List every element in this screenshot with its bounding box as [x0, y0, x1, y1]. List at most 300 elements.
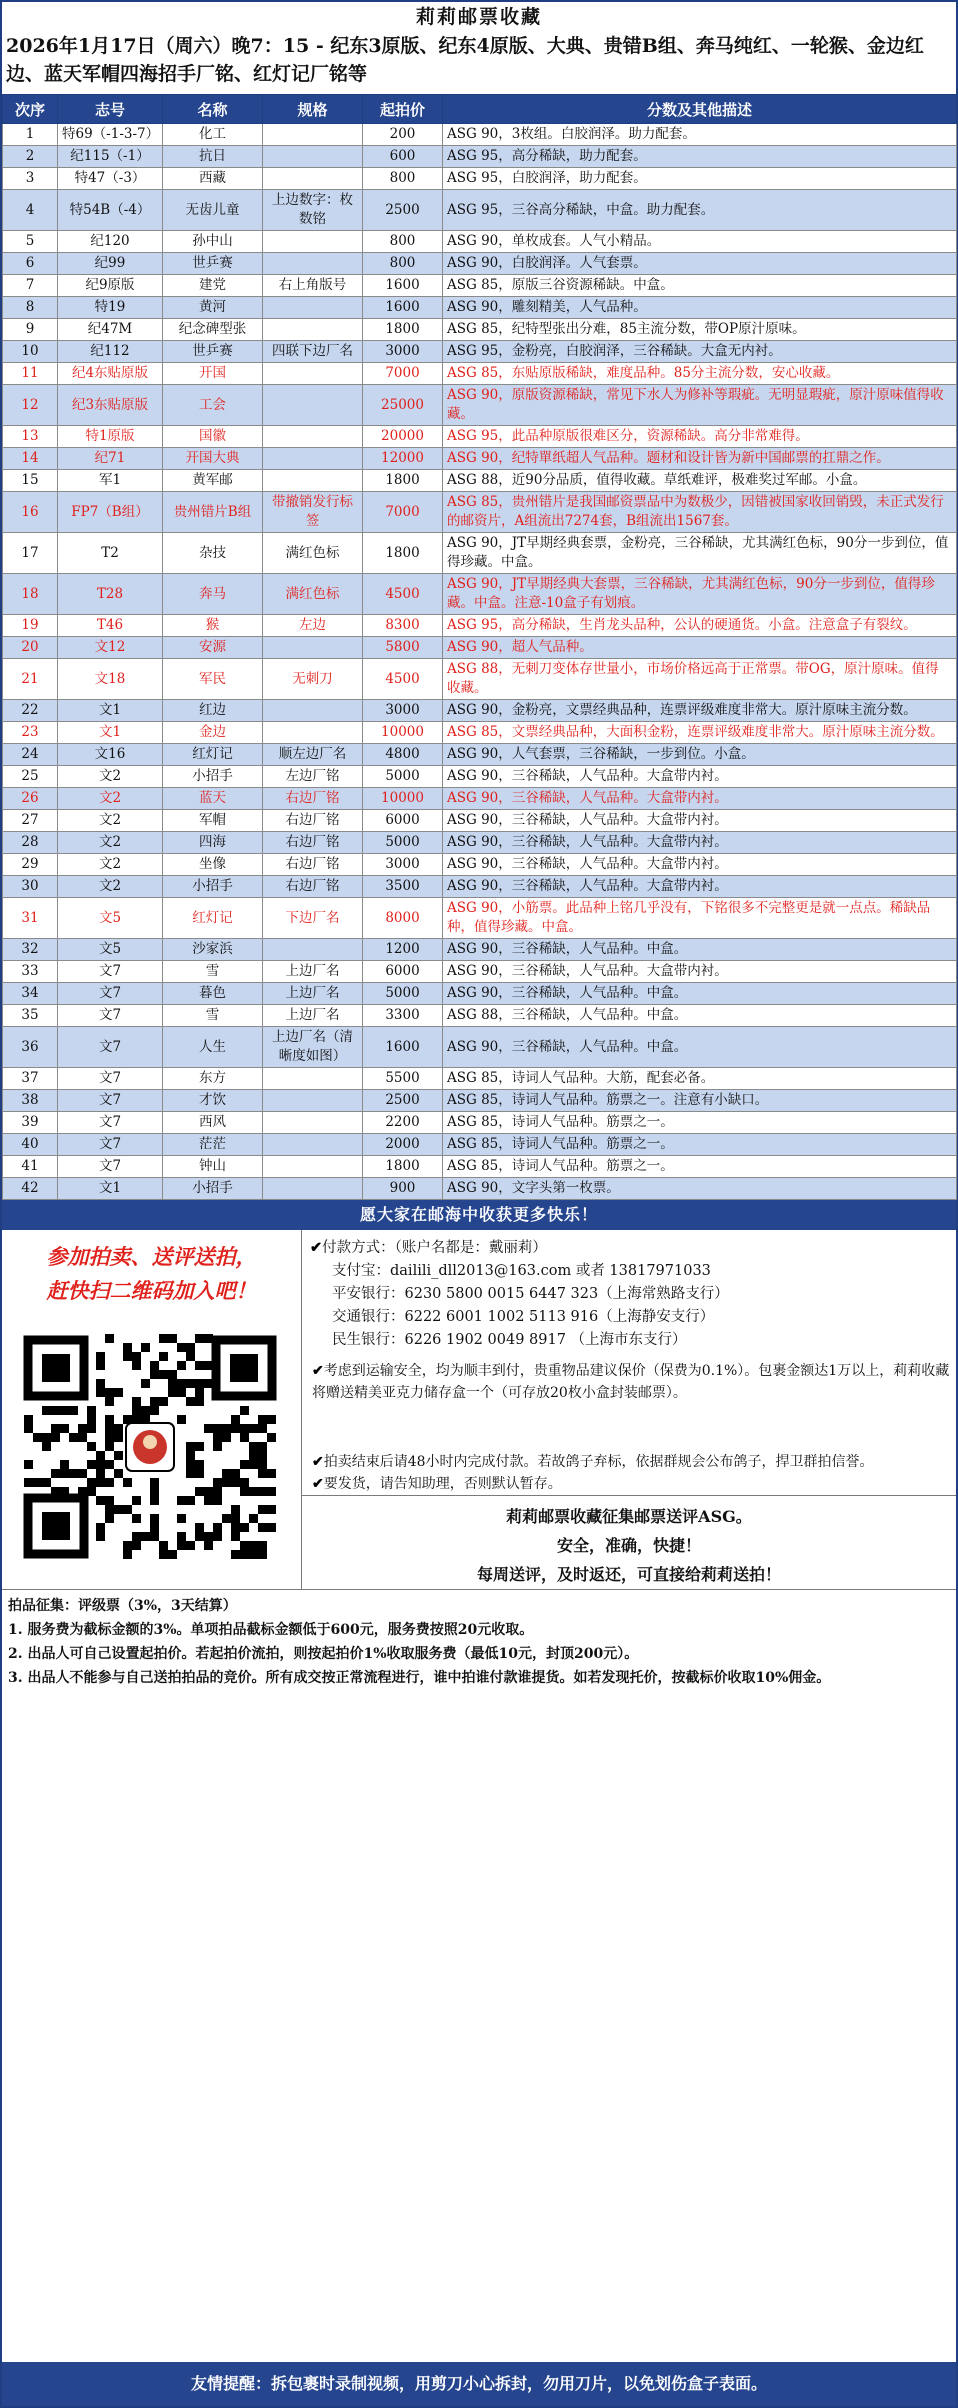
lot-table-body [3, 124, 957, 1200]
lot-name: 小招手 [163, 1178, 263, 1200]
lot-spec [263, 124, 363, 146]
lot-start-price: 1800 [363, 319, 443, 341]
check-icon: ✔ [312, 1454, 324, 1470]
lot-description: ASG 95，高分稀缺，生肖龙头品种，公认的硬通货。小盒。注意盒子有裂纹。 [443, 615, 957, 637]
lot-description: ASG 95，白胶润泽，助力配套。 [443, 168, 957, 190]
lot-table [2, 94, 957, 1200]
lot-name: 小招手 [163, 876, 263, 898]
lot-code: 文1 [58, 1178, 163, 1200]
lot-name: 安源 [163, 637, 263, 659]
lot-number: 19 [3, 615, 58, 637]
lot-name: 茫茫 [163, 1134, 263, 1156]
lot-description: ASG 85，贵州错片是我国邮资票品中为数极少，因错被国家收回销毁，未正式发行的邮资片，A组流出7274套，B组流出1567套。 [443, 492, 957, 533]
lot-start-price: 4500 [363, 659, 443, 700]
lot-description: ASG 90，单枚成套。人气小精品。 [443, 231, 957, 253]
lot-description: ASG 95，此品种原版很难区分，资源稀缺。高分非常难得。 [443, 426, 957, 448]
shop-title: 莉莉邮票收藏 [415, 6, 542, 28]
lot-name: 杂技 [163, 533, 263, 574]
lot-number: 26 [3, 788, 58, 810]
lot-start-price: 800 [363, 253, 443, 275]
lot-description: ASG 90，三谷稀缺，人气品种。大盒带内衬。 [443, 854, 957, 876]
lot-code: 特47（-3） [58, 168, 163, 190]
lot-description: ASG 85，原版三谷资源稀缺。中盒。 [443, 275, 957, 297]
lot-name: 建党 [163, 275, 263, 297]
lot-description: ASG 90，白胶润泽。人气套票。 [443, 253, 957, 275]
lot-spec [263, 1178, 363, 1200]
lot-spec: 上边厂名 [263, 983, 363, 1005]
lot-description: ASG 85，诗词人气品种。筋票之一。 [443, 1156, 957, 1178]
lot-spec [263, 722, 363, 744]
lot-code: 纪3东贴原版 [58, 385, 163, 426]
payment-bank-minsheng: 民生银行：6226 1902 0049 8917 （上海市东支行） [332, 1332, 687, 1348]
lot-description: ASG 88，无刺刀变体存世量小，市场价格远高于正常票。带OG，原汁原味。值得收藏。 [443, 659, 957, 700]
payment-title: ✔付款方式：（账户名都是：戴丽莉） [310, 1239, 547, 1256]
lot-spec: 四联下边厂名 [263, 341, 363, 363]
lot-code: 特69（-1-3-7） [58, 124, 163, 146]
lot-spec: 右边厂铭 [263, 788, 363, 810]
lot-name: 猴 [163, 615, 263, 637]
lot-spec: 上边数字：枚数铭 [263, 190, 363, 231]
lot-number: 41 [3, 1156, 58, 1178]
lot-description: ASG 88，近90分品质，值得收藏。草纸难评，极难奖过军邮。小盒。 [443, 470, 957, 492]
lot-name: 钟山 [163, 1156, 263, 1178]
rules-title: 拍品征集：评级票（3%，3天结算） [8, 1598, 237, 1614]
lot-number: 12 [3, 385, 58, 426]
lot-spec: 左边厂铭 [263, 766, 363, 788]
lot-spec [263, 231, 363, 253]
lot-name: 红边 [163, 700, 263, 722]
table-row [3, 637, 957, 659]
lot-start-price: 5000 [363, 832, 443, 854]
lot-code: FP7（B组） [58, 492, 163, 533]
lot-code: 文7 [58, 1156, 163, 1178]
lot-spec [263, 1068, 363, 1090]
lot-number: 14 [3, 448, 58, 470]
table-row [3, 1027, 957, 1068]
lot-start-price: 1600 [363, 297, 443, 319]
table-row [3, 876, 957, 898]
table-row [3, 319, 957, 341]
lot-description: ASG 85，诗词人气品种。筋票之一。注意有小缺口。 [443, 1090, 957, 1112]
promo-text [2, 1240, 301, 1308]
lot-description: ASG 95，金粉亮，白胶润泽，三谷稀缺。大盒无内衬。 [443, 341, 957, 363]
lot-name: 奔马 [163, 574, 263, 615]
lot-start-price: 200 [363, 124, 443, 146]
lot-start-price: 6000 [363, 961, 443, 983]
lot-description: ASG 90，三谷稀缺，人气品种。大盒带内衬。 [443, 876, 957, 898]
lot-start-price: 800 [363, 231, 443, 253]
lot-start-price: 1600 [363, 1027, 443, 1068]
lot-spec [263, 363, 363, 385]
lot-code: 文7 [58, 1112, 163, 1134]
lot-name: 金边 [163, 722, 263, 744]
shipping-notes [310, 1360, 950, 1404]
lot-description: ASG 90，三谷稀缺，人气品种。大盒带内衬。 [443, 961, 957, 983]
lot-name: 黄军邮 [163, 470, 263, 492]
lot-start-price: 8000 [363, 898, 443, 939]
lot-start-price: 2500 [363, 1090, 443, 1112]
lot-code: 文7 [58, 1027, 163, 1068]
lot-number: 9 [3, 319, 58, 341]
blessing-banner: 愿大家在邮海中收获更多快乐！ [2, 1200, 956, 1230]
check-icon: ✔ [312, 1476, 324, 1492]
table-row [3, 253, 957, 275]
lot-code: 纪47M [58, 319, 163, 341]
lot-code: 文1 [58, 700, 163, 722]
lot-description: ASG 88，三谷稀缺，人气品种。中盒。 [443, 1005, 957, 1027]
lot-description: ASG 85，诗词人气品种。筋票之一。 [443, 1134, 957, 1156]
asg-line-3: 每周送评，及时返还，可直接给莉莉送拍！ [476, 1565, 781, 1584]
lot-description: ASG 90，三谷稀缺，人气品种。中盒。 [443, 939, 957, 961]
lot-description: ASG 90，三谷稀缺，人气品种。大盒带内衬。 [443, 766, 957, 788]
lot-name: 蓝天 [163, 788, 263, 810]
table-row [3, 124, 957, 146]
rule-1: 1. 服务费为截标金额的3%。单项拍品截标金额低于600元，服务费按照20元收取。 [8, 1622, 534, 1638]
lot-name: 黄河 [163, 297, 263, 319]
lot-start-price: 5000 [363, 766, 443, 788]
table-row [3, 470, 957, 492]
lot-name: 坐像 [163, 854, 263, 876]
lot-description: ASG 90，JT早期经典套票，金粉亮，三谷稀缺，尤其满红色标，90分一步到位，值得珍藏。中盒。 [443, 533, 957, 574]
lot-number: 38 [3, 1090, 58, 1112]
note-payment-deadline: ✔拍卖结束后请48小时内完成付款。若故鸽子弃标，依据群规会公布鸽子，捍卫群拍信誉。 [312, 1454, 874, 1470]
table-row [3, 168, 957, 190]
lot-code: 文2 [58, 832, 163, 854]
friendly-reminder: 友情提醒：拆包裹时录制视频，用剪刀小心拆封，勿用刀片，以免划伤盒子表面。 [2, 2362, 956, 2406]
lot-number: 17 [3, 533, 58, 574]
table-row [3, 1156, 957, 1178]
lot-code: 文7 [58, 983, 163, 1005]
table-row [3, 854, 957, 876]
lot-start-price: 3000 [363, 854, 443, 876]
lot-description: ASG 85，诗词人气品种。筋票之一。 [443, 1112, 957, 1134]
table-row [3, 1090, 957, 1112]
lot-code: 特1原版 [58, 426, 163, 448]
lot-number: 11 [3, 363, 58, 385]
table-row [3, 1005, 957, 1027]
lot-start-price: 1800 [363, 533, 443, 574]
table-row [3, 533, 957, 574]
lot-start-price: 900 [363, 1178, 443, 1200]
lot-spec [263, 253, 363, 275]
lot-name: 军民 [163, 659, 263, 700]
lot-start-price: 6000 [363, 810, 443, 832]
lot-description: ASG 90，人气套票，三谷稀缺，一步到位。小盒。 [443, 744, 957, 766]
lot-code: 文2 [58, 766, 163, 788]
lot-name: 雪 [163, 961, 263, 983]
payment-notes [302, 1451, 956, 1495]
payment-panel [302, 1230, 956, 1589]
lot-code: 文5 [58, 939, 163, 961]
lot-spec [263, 1090, 363, 1112]
lot-code: 纪4东贴原版 [58, 363, 163, 385]
lot-number: 15 [3, 470, 58, 492]
table-row [3, 385, 957, 426]
lot-start-price: 10000 [363, 788, 443, 810]
lot-start-price: 2000 [363, 1134, 443, 1156]
lot-spec: 满红色标 [263, 533, 363, 574]
lot-number: 35 [3, 1005, 58, 1027]
lot-code: 纪71 [58, 448, 163, 470]
table-row [3, 700, 957, 722]
table-row [3, 363, 957, 385]
lot-code: T28 [58, 574, 163, 615]
lot-name: 世乒赛 [163, 341, 263, 363]
col-header-desc: 分数及其他描述 [443, 95, 957, 124]
promo-line-1: 参加拍卖、送评送拍， [46, 1244, 257, 1269]
lot-name: 才饮 [163, 1090, 263, 1112]
lot-name: 无齿儿童 [163, 190, 263, 231]
lot-spec [263, 385, 363, 426]
lot-number: 20 [3, 637, 58, 659]
lot-code: 纪99 [58, 253, 163, 275]
lot-number: 2 [3, 146, 58, 168]
col-header-name: 名称 [163, 95, 263, 124]
lot-number: 7 [3, 275, 58, 297]
lot-description: ASG 90，3枚组。白胶润泽。助力配套。 [443, 124, 957, 146]
consignment-rules [2, 1590, 956, 1724]
lot-description: ASG 90，三谷稀缺，人气品种。大盒带内衬。 [443, 832, 957, 854]
lot-description: ASG 90，金粉亮，文票经典品种，连票评级难度非常大。原汁原味主流分数。 [443, 700, 957, 722]
lot-name: 贵州错片B组 [163, 492, 263, 533]
lot-code: 军1 [58, 470, 163, 492]
lot-name: 沙家浜 [163, 939, 263, 961]
qr-code-graphic [20, 1332, 280, 1562]
lot-description: ASG 90，纪特單纸超人气品种。题材和设计皆为新中国邮票的扛鼎之作。 [443, 448, 957, 470]
lot-number: 3 [3, 168, 58, 190]
lot-start-price: 7000 [363, 363, 443, 385]
lot-number: 31 [3, 898, 58, 939]
lot-name: 红灯记 [163, 744, 263, 766]
col-header-spec: 规格 [263, 95, 363, 124]
lot-description: ASG 90，三谷稀缺，人气品种。中盒。 [443, 1027, 957, 1068]
lot-number: 28 [3, 832, 58, 854]
table-row [3, 231, 957, 253]
lot-spec: 右边厂铭 [263, 854, 363, 876]
lot-start-price: 3300 [363, 1005, 443, 1027]
lot-number: 40 [3, 1134, 58, 1156]
lot-code: 文12 [58, 637, 163, 659]
lot-spec: 无刺刀 [263, 659, 363, 700]
lot-number: 23 [3, 722, 58, 744]
rule-3: 3. 出品人不能参与自己送拍拍品的竞价。所有成交按正常流程进行，谁中拍谁付款谁提货。如若发现托价，按截标价收取10%佣金。 [8, 1670, 831, 1686]
lot-number: 21 [3, 659, 58, 700]
lot-code: 文5 [58, 898, 163, 939]
lot-start-price: 5800 [363, 637, 443, 659]
lot-spec [263, 1112, 363, 1134]
lot-name: 化工 [163, 124, 263, 146]
table-header-row [3, 95, 957, 124]
lot-description: ASG 95，高分稀缺，助力配套。 [443, 146, 957, 168]
col-header-no: 次序 [3, 95, 58, 124]
table-row [3, 788, 957, 810]
lot-name: 四海 [163, 832, 263, 854]
lot-start-price: 1800 [363, 1156, 443, 1178]
lot-number: 36 [3, 1027, 58, 1068]
lot-name: 人生 [163, 1027, 263, 1068]
lot-code: T46 [58, 615, 163, 637]
lot-name: 暮色 [163, 983, 263, 1005]
table-row [3, 1068, 957, 1090]
lot-name: 工会 [163, 385, 263, 426]
col-header-code: 志号 [58, 95, 163, 124]
promo-line-2: 赶快扫二维码加入吧！ [46, 1278, 257, 1303]
lot-description: ASG 85，东贴原版稀缺，难度品种。85分主流分数，安心收藏。 [443, 363, 957, 385]
lot-description: ASG 85，文票经典品种，大面积金粉，连票评级难度非常大。原汁原味主流分数。 [443, 722, 957, 744]
lot-spec: 上边厂名 [263, 961, 363, 983]
lot-code: 文2 [58, 788, 163, 810]
lot-spec [263, 939, 363, 961]
lot-spec: 顺左边厂名 [263, 744, 363, 766]
lot-number: 33 [3, 961, 58, 983]
lot-name: 小招手 [163, 766, 263, 788]
table-row [3, 1178, 957, 1200]
table-row [3, 615, 957, 637]
asg-service [302, 1495, 956, 1589]
lot-spec [263, 297, 363, 319]
table-row [3, 492, 957, 533]
lot-number: 29 [3, 854, 58, 876]
lot-start-price: 5000 [363, 983, 443, 1005]
lot-code: 文7 [58, 1068, 163, 1090]
lot-code: 文7 [58, 1134, 163, 1156]
lot-spec [263, 1134, 363, 1156]
lot-description: ASG 95，三谷高分稀缺，中盒。助力配套。 [443, 190, 957, 231]
lot-start-price: 3000 [363, 341, 443, 363]
table-row [3, 426, 957, 448]
lot-code: 纪112 [58, 341, 163, 363]
table-row [3, 275, 957, 297]
promo-panel [2, 1230, 302, 1589]
table-row [3, 448, 957, 470]
lot-name: 军帽 [163, 810, 263, 832]
lot-name: 开国 [163, 363, 263, 385]
payment-bank-pingan: 平安银行：6230 5800 0015 6447 323（上海常熟路支行） [332, 1286, 729, 1302]
table-row [3, 190, 957, 231]
lot-name: 孙中山 [163, 231, 263, 253]
auction-subtitle: 2026年1月17日（周六）晚7：15 - 纪东3原版、纪东4原版、大典、贵错B组、奔马纯红、一轮猴、金边红边、蓝天军帽四海招手厂铭、红灯记厂铭等 [6, 35, 924, 85]
table-row [3, 574, 957, 615]
lot-start-price: 3500 [363, 876, 443, 898]
table-row [3, 744, 957, 766]
lot-description: ASG 90，三谷稀缺，人气品种。中盒。 [443, 983, 957, 1005]
lot-start-price: 10000 [363, 722, 443, 744]
table-row [3, 832, 957, 854]
lot-number: 8 [3, 297, 58, 319]
lot-start-price: 1800 [363, 470, 443, 492]
lot-name: 西藏 [163, 168, 263, 190]
table-row [3, 983, 957, 1005]
lot-description: ASG 85，诗词人气品种。大筋，配套必备。 [443, 1068, 957, 1090]
lot-code: 文7 [58, 1005, 163, 1027]
lot-name: 红灯记 [163, 898, 263, 939]
lot-spec: 右上角版号 [263, 275, 363, 297]
lot-name: 世乒赛 [163, 253, 263, 275]
lot-name: 国徽 [163, 426, 263, 448]
lot-description: ASG 90，JT早期经典大套票，三谷稀缺，尤其满红色标，90分一步到位，值得珍藏。中盒。注意-10盒子有划痕。 [443, 574, 957, 615]
lot-spec: 右边厂铭 [263, 810, 363, 832]
table-row [3, 297, 957, 319]
lot-spec: 右边厂铭 [263, 832, 363, 854]
qr-code-icon[interactable] [20, 1332, 280, 1562]
lot-number: 37 [3, 1068, 58, 1090]
lot-number: 25 [3, 766, 58, 788]
lot-spec: 右边厂铭 [263, 876, 363, 898]
lot-code: 特19 [58, 297, 163, 319]
lot-code: 文2 [58, 854, 163, 876]
lot-start-price: 25000 [363, 385, 443, 426]
lot-description: ASG 85，纪特型张出分难，85主流分数，带OP原汁原味。 [443, 319, 957, 341]
check-icon: ✔ [310, 1239, 323, 1256]
lot-description: ASG 90，三谷稀缺，人气品种。大盒带内衬。 [443, 810, 957, 832]
lot-number: 27 [3, 810, 58, 832]
lot-spec [263, 426, 363, 448]
info-section [2, 1230, 956, 1590]
lot-description: ASG 90，原版资源稀缺，常见下水人为修补等瑕疵。无明显瑕疵，原汁原味值得收藏。 [443, 385, 957, 426]
table-row [3, 146, 957, 168]
table-row [3, 341, 957, 363]
lot-description: ASG 90，三谷稀缺，人气品种。大盒带内衬。 [443, 788, 957, 810]
lot-start-price: 12000 [363, 448, 443, 470]
lot-spec: 上边厂名（清晰度如图） [263, 1027, 363, 1068]
lot-number: 13 [3, 426, 58, 448]
table-row [3, 1112, 957, 1134]
table-row [3, 1134, 957, 1156]
table-row [3, 722, 957, 744]
lot-start-price: 2500 [363, 190, 443, 231]
lot-start-price: 1200 [363, 939, 443, 961]
lot-spec: 上边厂名 [263, 1005, 363, 1027]
lot-code: 文2 [58, 810, 163, 832]
lot-code: 纪9原版 [58, 275, 163, 297]
lot-number: 6 [3, 253, 58, 275]
lot-number: 30 [3, 876, 58, 898]
asg-line-1: 莉莉邮票收藏征集邮票送评ASG。 [506, 1507, 752, 1526]
lot-name: 东方 [163, 1068, 263, 1090]
table-row [3, 939, 957, 961]
payment-alipay: 支付宝：dailili_dll2013@163.com 或者 13817971033 [332, 1263, 711, 1279]
lot-number: 1 [3, 124, 58, 146]
lot-spec: 下边厂名 [263, 898, 363, 939]
lot-number: 10 [3, 341, 58, 363]
lot-number: 39 [3, 1112, 58, 1134]
note-delivery: ✔要发货，请告知助理，否则默认暂存。 [312, 1476, 562, 1492]
asg-line-2: 安全，准确，快捷！ [556, 1536, 701, 1555]
lot-spec [263, 319, 363, 341]
lot-spec [263, 146, 363, 168]
lot-start-price: 4800 [363, 744, 443, 766]
lot-code: 文7 [58, 1090, 163, 1112]
rule-2: 2. 出品人可自己设置起拍价。若起拍价流拍，则按起拍价1%收取服务费（最低10元，封顶200元）。 [8, 1646, 639, 1662]
lot-number: 22 [3, 700, 58, 722]
payment-info [302, 1230, 956, 1451]
lot-start-price: 8300 [363, 615, 443, 637]
lot-number: 34 [3, 983, 58, 1005]
note-shipping: ✔考虑到运输安全，均为顺丰到付，贵重物品建议保价（保费为0.1%）。包裹金额达1万以上，莉莉收藏将赠送精美亚克力储存盒一个（可存放20枚小盒封装邮票）。 [312, 1363, 950, 1401]
lot-code: 文18 [58, 659, 163, 700]
check-icon: ✔ [312, 1363, 324, 1379]
col-header-price: 起拍价 [363, 95, 443, 124]
lot-name: 开国大典 [163, 448, 263, 470]
lot-code: 文2 [58, 876, 163, 898]
lot-spec [263, 700, 363, 722]
lot-number: 16 [3, 492, 58, 533]
lot-number: 18 [3, 574, 58, 615]
lot-spec: 满红色标 [263, 574, 363, 615]
lot-start-price: 20000 [363, 426, 443, 448]
lot-code: 纪115（-1） [58, 146, 163, 168]
lot-number: 42 [3, 1178, 58, 1200]
